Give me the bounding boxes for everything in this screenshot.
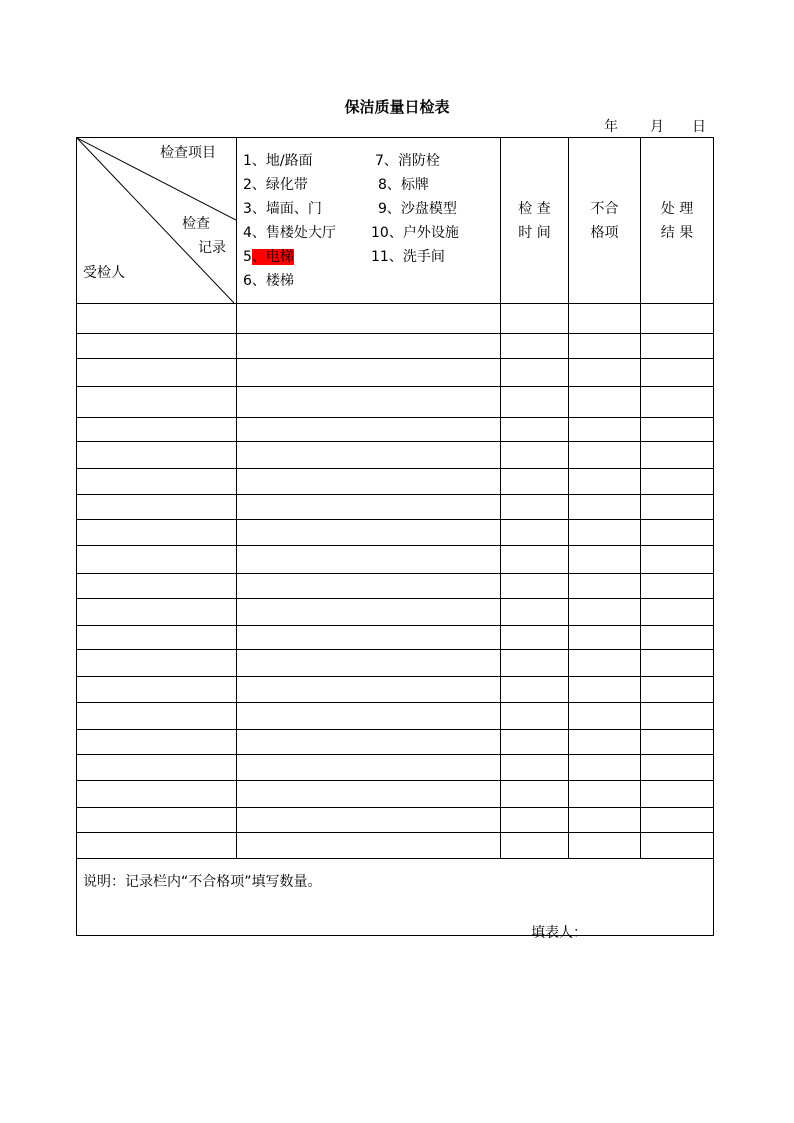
date-year-label: 年: [604, 119, 618, 135]
table-row: [77, 781, 714, 808]
date-line: [600, 116, 710, 134]
table-cell[interactable]: [501, 574, 569, 599]
table-cell[interactable]: [569, 833, 641, 859]
table-cell[interactable]: [77, 442, 237, 469]
table-row: [77, 442, 714, 469]
item-5-highlighted-text: 、电梯: [251, 249, 294, 265]
table-cell[interactable]: [237, 599, 501, 626]
table-row: [77, 755, 714, 781]
table-row: [77, 546, 714, 574]
item-9: 9、沙盘模型: [378, 201, 457, 217]
item-4: 4、售楼处大厅: [243, 225, 336, 241]
table-row: [77, 730, 714, 755]
table-cell[interactable]: [237, 387, 501, 418]
table-cell[interactable]: [641, 574, 714, 599]
table-cell[interactable]: [77, 359, 237, 387]
table-cell[interactable]: [641, 650, 714, 677]
table-cell[interactable]: [501, 677, 569, 703]
table-cell[interactable]: [569, 520, 641, 546]
table-cell[interactable]: [501, 599, 569, 626]
result-header: [641, 138, 714, 304]
table-row: [77, 304, 714, 334]
page-title: 保洁质量日检表: [344, 98, 450, 116]
inspection-table: [76, 137, 714, 936]
table-cell[interactable]: [569, 442, 641, 469]
table-cell[interactable]: [569, 359, 641, 387]
table-cell[interactable]: [501, 650, 569, 677]
table-row: [77, 703, 714, 730]
table-row: [77, 520, 714, 546]
table-cell[interactable]: [77, 650, 237, 677]
table-cell[interactable]: [641, 520, 714, 546]
table-cell[interactable]: [569, 755, 641, 781]
table-cell[interactable]: [641, 418, 714, 442]
table-cell[interactable]: [641, 626, 714, 650]
table-cell[interactable]: [641, 359, 714, 387]
table-cell[interactable]: [237, 730, 501, 755]
table-cell[interactable]: [569, 304, 641, 334]
record-label: 记录: [198, 240, 226, 256]
table-cell[interactable]: [569, 730, 641, 755]
table-cell[interactable]: [501, 808, 569, 833]
table-cell[interactable]: [569, 808, 641, 833]
table-cell[interactable]: [237, 359, 501, 387]
check-label: 检查: [182, 216, 210, 232]
item-2: 2、绿化带: [243, 177, 308, 193]
note-cell: 说明：记录栏内“不合格项”填写数量。: [77, 859, 714, 936]
table-cell[interactable]: [569, 334, 641, 359]
inspection-items-cell: [237, 138, 501, 304]
table-cell[interactable]: [569, 703, 641, 730]
item-10: 10、户外设施: [371, 225, 459, 241]
item-8: 8、标牌: [378, 177, 429, 193]
table-cell[interactable]: [77, 626, 237, 650]
table-cell[interactable]: [237, 703, 501, 730]
unqualified-line-1: 不合: [590, 200, 619, 217]
item-5-number: 5: [243, 249, 252, 265]
table-cell[interactable]: [77, 677, 237, 703]
table-cell[interactable]: [641, 599, 714, 626]
table-cell[interactable]: [641, 387, 714, 418]
table-cell[interactable]: [237, 495, 501, 520]
table-cell[interactable]: [237, 520, 501, 546]
table-cell[interactable]: [501, 730, 569, 755]
table-cell[interactable]: [237, 304, 501, 334]
table-cell[interactable]: [77, 574, 237, 599]
table-cell[interactable]: [77, 703, 237, 730]
item-1: 1、地/路面: [243, 153, 313, 169]
table-cell[interactable]: [569, 626, 641, 650]
table-cell[interactable]: [237, 808, 501, 833]
check-time-line-2: 时 间: [518, 224, 551, 241]
table-cell[interactable]: [641, 730, 714, 755]
table-cell[interactable]: [237, 418, 501, 442]
table-row: [77, 626, 714, 650]
table-row: [77, 650, 714, 677]
table-cell[interactable]: [77, 730, 237, 755]
table-cell[interactable]: [501, 469, 569, 495]
table-cell[interactable]: [641, 442, 714, 469]
table-cell[interactable]: [501, 626, 569, 650]
table-cell[interactable]: [501, 546, 569, 574]
table-cell[interactable]: [77, 334, 237, 359]
table-cell[interactable]: [641, 677, 714, 703]
table-cell[interactable]: [77, 599, 237, 626]
table-cell[interactable]: [237, 650, 501, 677]
table-cell[interactable]: [237, 469, 501, 495]
table-cell[interactable]: [569, 546, 641, 574]
table-cell[interactable]: [569, 781, 641, 808]
check-time-header: [501, 138, 569, 304]
item-7: 7、消防栓: [375, 153, 440, 169]
table-row: [77, 418, 714, 442]
table-row: [77, 833, 714, 859]
table-cell[interactable]: [641, 546, 714, 574]
table-cell[interactable]: [569, 495, 641, 520]
table-cell[interactable]: [641, 469, 714, 495]
table-cell[interactable]: [569, 418, 641, 442]
note-row: [77, 859, 714, 936]
table-cell[interactable]: [501, 703, 569, 730]
table-cell[interactable]: [501, 304, 569, 334]
filler-label: 填表人：: [531, 925, 587, 941]
table-cell[interactable]: [641, 808, 714, 833]
table-cell[interactable]: [77, 546, 237, 574]
table-cell[interactable]: [77, 495, 237, 520]
table-row: [77, 574, 714, 599]
table-cell[interactable]: [501, 781, 569, 808]
table-cell[interactable]: [501, 495, 569, 520]
table-cell[interactable]: [237, 334, 501, 359]
unqualified-line-2: 格项: [590, 224, 619, 241]
table-cell[interactable]: [501, 442, 569, 469]
table-cell[interactable]: [641, 703, 714, 730]
table-row: [77, 599, 714, 626]
table-cell[interactable]: [77, 387, 237, 418]
table-cell[interactable]: [569, 599, 641, 626]
table-cell[interactable]: [77, 833, 237, 859]
date-month-label: 月: [650, 119, 664, 135]
table-cell[interactable]: [237, 546, 501, 574]
table-cell[interactable]: [501, 755, 569, 781]
inspected-person-label: 受检人: [83, 265, 125, 281]
table-row: [77, 469, 714, 495]
table-row: [77, 387, 714, 418]
table-cell[interactable]: [77, 520, 237, 546]
table-cell[interactable]: [237, 781, 501, 808]
table-cell[interactable]: [641, 334, 714, 359]
item-6: 6、楼梯: [243, 273, 294, 289]
table-cell[interactable]: [77, 304, 237, 334]
check-time-line-1: 检 查: [518, 200, 551, 217]
table-cell[interactable]: [501, 833, 569, 859]
table-cell[interactable]: [641, 833, 714, 859]
table-cell[interactable]: [237, 574, 501, 599]
table-row: [77, 334, 714, 359]
diagonal-header-cell: [77, 138, 237, 304]
table-cell[interactable]: [77, 469, 237, 495]
table-cell[interactable]: [237, 442, 501, 469]
table-cell[interactable]: [641, 781, 714, 808]
inspection-item-label: 检查项目: [160, 145, 216, 161]
header-row: [77, 138, 714, 304]
table-cell[interactable]: [569, 574, 641, 599]
item-3: 3、墙面、门: [243, 201, 322, 217]
table-cell[interactable]: [569, 469, 641, 495]
result-line-2: 结 果: [660, 224, 694, 241]
table-row: [77, 359, 714, 387]
table-cell[interactable]: [501, 418, 569, 442]
table-cell[interactable]: [237, 677, 501, 703]
table-cell[interactable]: [569, 650, 641, 677]
table-cell[interactable]: [641, 495, 714, 520]
table-cell[interactable]: [77, 755, 237, 781]
table-cell[interactable]: [237, 626, 501, 650]
item-5: [243, 247, 294, 267]
result-line-1: 处 理: [660, 200, 694, 217]
table-cell[interactable]: [77, 781, 237, 808]
table-cell[interactable]: [501, 520, 569, 546]
table-cell[interactable]: [641, 755, 714, 781]
table-cell[interactable]: [237, 755, 501, 781]
table-row: [77, 677, 714, 703]
table-cell[interactable]: [569, 387, 641, 418]
unqualified-header: [569, 138, 641, 304]
table-cell[interactable]: [569, 677, 641, 703]
table-cell[interactable]: [501, 359, 569, 387]
table-cell[interactable]: [77, 418, 237, 442]
item-11: 11、洗手间: [371, 249, 445, 265]
table-row: [77, 808, 714, 833]
table-cell[interactable]: [501, 334, 569, 359]
table-cell[interactable]: [501, 387, 569, 418]
table-cell[interactable]: [77, 808, 237, 833]
date-day-label: 日: [692, 119, 706, 135]
table-row: [77, 495, 714, 520]
table-cell[interactable]: [237, 833, 501, 859]
table-cell[interactable]: [641, 304, 714, 334]
